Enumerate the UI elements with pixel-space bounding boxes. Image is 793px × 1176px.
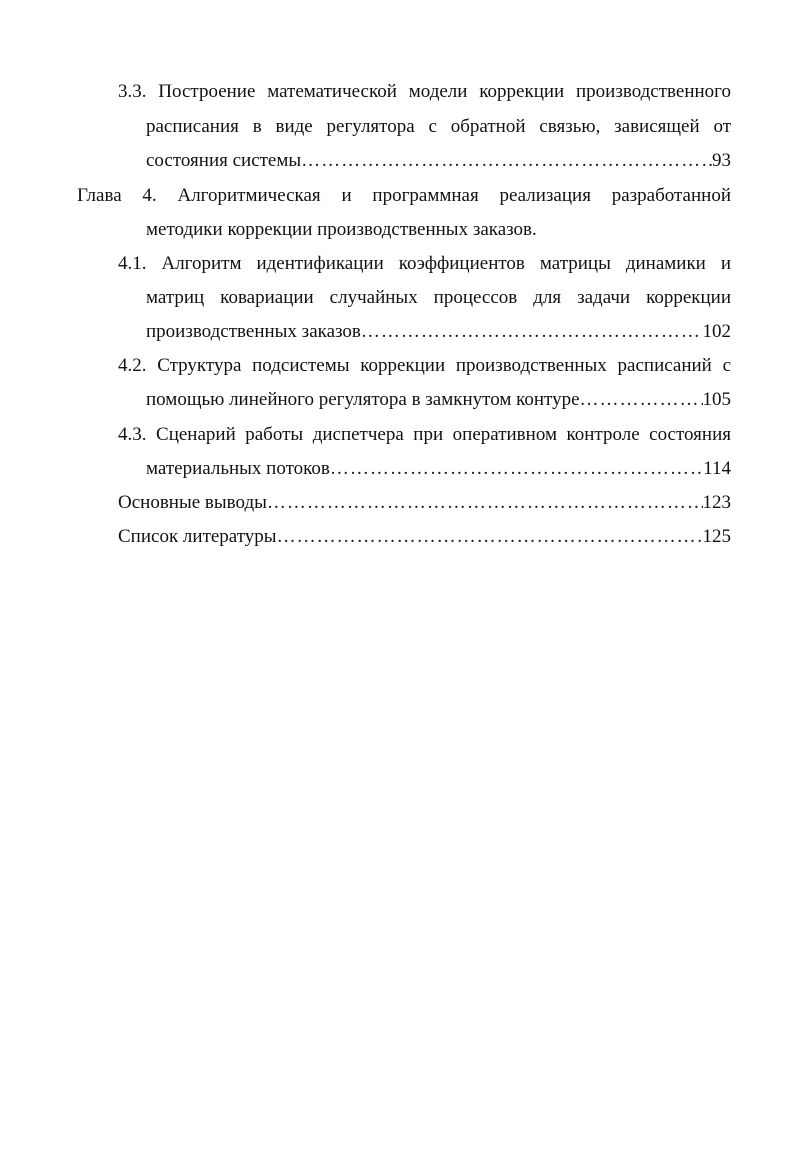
toc-entry-4-1-text: производственных заказов <box>146 321 361 342</box>
toc-entry-references-page: 125 <box>702 526 731 547</box>
leader-dots <box>277 526 703 548</box>
leader-dots <box>301 150 712 172</box>
toc-entry-3-3-page: 93 <box>712 150 731 171</box>
toc-entry-3-3-line-3 <box>146 150 731 172</box>
toc-entry-references <box>118 526 731 548</box>
leader-dots <box>580 389 703 411</box>
leader-dots <box>267 492 703 514</box>
toc-entry-4-1-line-3 <box>146 321 731 343</box>
toc-entry-4-2-line-1: 4.2. Структура подсистемы коррекции производственных расписаний с <box>118 355 731 376</box>
toc-entry-3-3-line-2: расписания в виде регулятора с обратной связью, зависящей от <box>146 116 731 137</box>
toc-entry-4-1-page: 102 <box>702 321 731 342</box>
toc-entry-4-2-text: помощью линейного регулятора в замкнутом контуре <box>146 389 580 410</box>
toc-entry-4-2-page: 105 <box>702 389 731 410</box>
leader-dots <box>330 458 703 480</box>
toc-chapter-4-line-2: методики коррекции производственных заказов. <box>146 219 537 240</box>
toc-entry-4-3-text: материальных потоков <box>146 458 330 479</box>
toc-entry-3-3-line-1: 3.3. Построение математической модели коррекции производственного <box>118 81 731 102</box>
toc-entry-conclusions-text: Основные выводы <box>118 492 267 513</box>
toc-entry-4-1-line-2: матриц ковариации случайных процессов для задачи коррекции <box>146 287 731 308</box>
toc-entry-4-2-line-2 <box>146 389 731 411</box>
toc-entry-conclusions-page: 123 <box>702 492 731 513</box>
leader-dots <box>361 321 703 343</box>
toc-chapter-4-line-1: Глава 4. Алгоритмическая и программная реализация разработанной <box>77 185 731 206</box>
toc-entry-references-text: Список литературы <box>118 526 277 547</box>
toc-entry-4-1-line-1: 4.1. Алгоритм идентификации коэффициентов матрицы динамики и <box>118 253 731 274</box>
toc-entry-3-3-text: состояния системы <box>146 150 302 171</box>
toc-entry-4-3-line-2 <box>146 458 731 480</box>
toc-entry-4-3-line-1: 4.3. Сценарий работы диспетчера при оперативном контроле состояния <box>118 424 731 445</box>
toc-entry-conclusions <box>118 492 731 514</box>
toc-entry-4-3-page: 114 <box>703 458 731 479</box>
